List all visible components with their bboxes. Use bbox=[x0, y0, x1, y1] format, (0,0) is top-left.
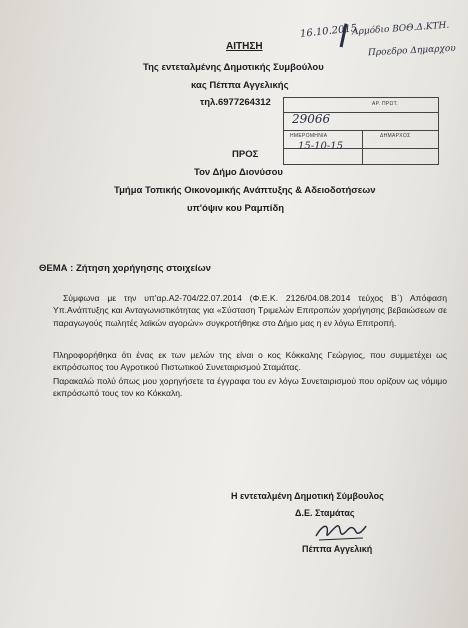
body-paragraph-2: Πληροφορήθηκα ότι ένας εκ των μελών της είναι ο κος Κόκκαλης Γεώργιος, που συμμετέχει ως εκπρόσωπος του Αγροτικού Πιστωτικού Συνεταιρισμού Σταμάτας. bbox=[53, 350, 447, 373]
recipient-label: ΠΡΟΣ bbox=[232, 149, 259, 160]
protocol-mayor-label: ΔΗΜΑΡΧΟΣ bbox=[380, 133, 411, 139]
signature-role: Η εντεταλμένη Δημοτική Σύμβουλος bbox=[231, 491, 384, 501]
recipient-line3: υπ'όψιν κου Ραμπίδη bbox=[187, 203, 285, 214]
protocol-number-label: ΑΡ. ΠΡΩΤ. bbox=[372, 101, 399, 107]
document-title: ΑΙΤΗΣΗ bbox=[226, 41, 263, 52]
body-paragraph-3: Παρακαλώ πολύ όπως μου χορηγήσετε τα έγγραφα του εν λόγω Συνεταιρισμού που ορίζουν ως νόμιμο εκπρόσωπό τους τον κο Κόκκαλη. bbox=[53, 376, 447, 399]
handwritten-note-line1: Αρμόδιο ΒΟΘ.Δ.ΚΤΗ. bbox=[351, 20, 450, 38]
sender-name: κας Πέππα Αγγελικής bbox=[191, 80, 289, 91]
handwritten-note-line2: Προεδρο Δημαρχου bbox=[367, 43, 457, 59]
protocol-stamp-box bbox=[283, 97, 439, 165]
recipient-line2: Τμήμα Τοπικής Οικονομικής Ανάπτυξης & Αδειοδοτήσεων bbox=[114, 185, 376, 196]
sender-role: Της εντεταλμένης Δημοτικής Συμβούλου bbox=[143, 62, 324, 73]
protocol-number-handwritten: 29066 bbox=[292, 112, 331, 126]
recipient-line1: Τον Δήμο Διονύσου bbox=[194, 167, 283, 178]
signature-name: Πέππα Αγγελική bbox=[302, 544, 373, 554]
handwritten-signature bbox=[313, 520, 367, 542]
sender-phone: τηλ.6977264312 bbox=[200, 97, 271, 108]
protocol-date-handwritten: 15-10-15 bbox=[298, 141, 343, 152]
protocol-date-label: ΗΜΕΡΟΜΗΝΙΑ bbox=[290, 133, 328, 139]
subject-line: ΘΕΜΑ : Ζήτηση χορήγησης στοιχείων bbox=[39, 263, 211, 274]
signature-location: Δ.Ε. Σταμάτας bbox=[295, 508, 355, 518]
handwritten-date: 16.10.2015 bbox=[299, 23, 358, 40]
body-paragraph-1: Σύμφωνα με την υπ'αρ.Α2-704/22.07.2014 (Φ.Ε.Κ. 2126/04.08.2014 τεύχος Β΄) Απόφαση Υπ.Ανάπτυξης και Ανταγωνιστικότητας για «Σύσταση Τριμελών Επιτροπών χορήγησης βεβαιώσεων σε παραγωγούς πωλητές λαϊκών αγορών» συγκροτήθηκε στο Δήμο μας η εν λόγω Επιτροπή. bbox=[53, 293, 447, 328]
